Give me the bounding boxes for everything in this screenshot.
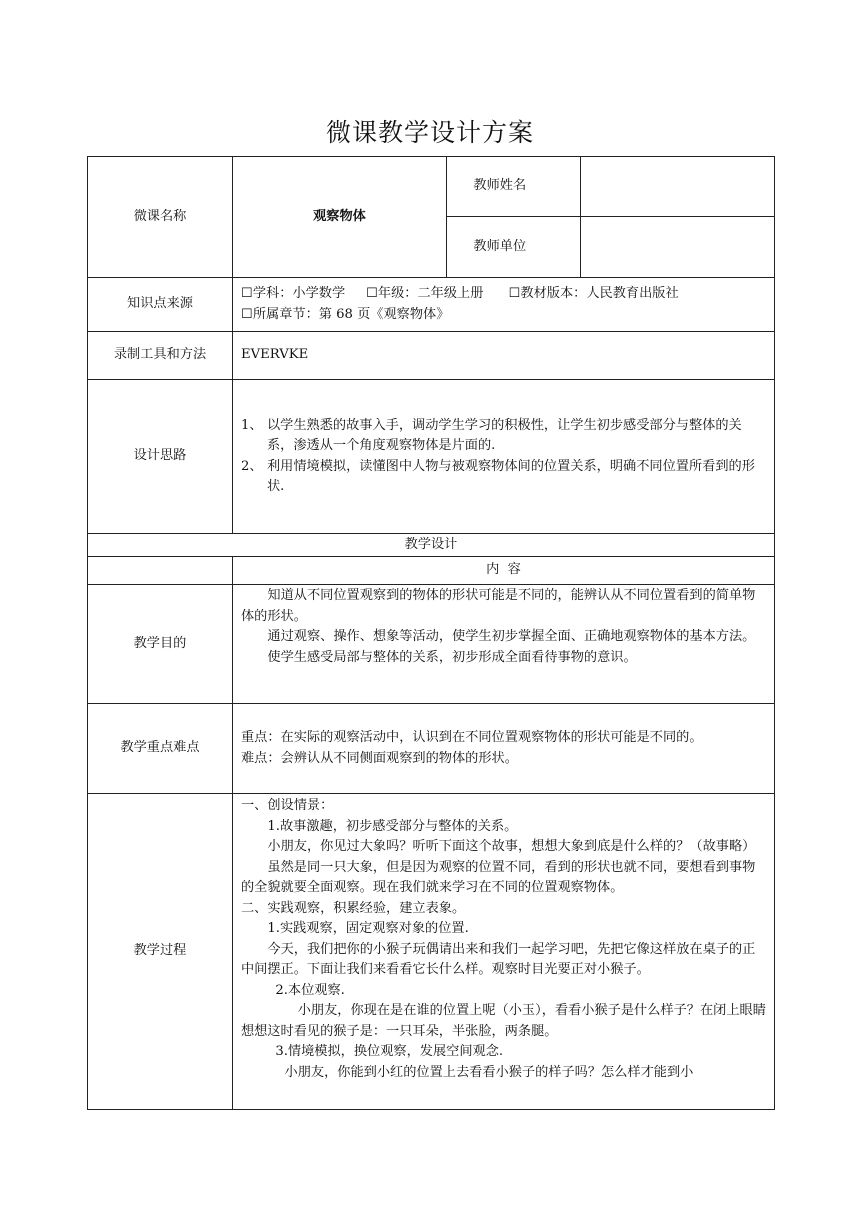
goal-paragraph: 知道从不同位置观察到的物体的形状可能是不同的，能辨认从不同位置看到的简单物体的形状。 — [241, 588, 756, 624]
design-idea-item — [241, 416, 766, 457]
subject-checkbox-item[interactable]: ☐学科：小学数学 — [241, 286, 346, 301]
teacher-unit-value[interactable] — [581, 217, 775, 278]
process-label: 教学过程 — [88, 794, 233, 1110]
tools-value: EVERVKE — [233, 332, 775, 380]
design-idea-content — [233, 380, 775, 534]
process-heading: 一、创设情景： — [241, 798, 334, 813]
process-content — [233, 794, 775, 1110]
teacher-unit-label: 教师单位 — [447, 217, 581, 278]
key-points-label: 教学重点难点 — [88, 704, 233, 794]
course-name-value: 观察物体 — [233, 157, 447, 278]
teaching-design-header: 教学设计 — [88, 534, 775, 557]
lesson-plan-table — [87, 156, 775, 1110]
difficulty-text: 难点：会辨认从不同侧面观察到的物体的形状。 — [241, 750, 518, 766]
empty-header-cell — [88, 557, 233, 585]
course-name-label: 微课名称 — [88, 157, 233, 278]
goals-label: 教学目的 — [88, 585, 233, 704]
grade-checkbox-item[interactable]: ☐年级：二年级上册 — [366, 286, 484, 301]
list-text: 以学生熟悉的故事入手，调动学生学习的积极性，让学生初步感受部分与整体的关系，渗透从一个角度观察物体是片面的. — [267, 417, 742, 453]
process-paragraph: 小朋友，你现在是在谁的位置上呢（小玉），看看小猴子是什么样子？在闭上眼睛想想这时看见的猴子是：一只耳朵，半张脸，两条腿。 — [241, 1003, 766, 1039]
key-point-text: 重点：在实际的观察活动中，认识到在不同位置观察物体的形状可能是不同的。 — [241, 730, 703, 745]
key-points-content — [233, 704, 775, 794]
source-label: 知识点来源 — [88, 278, 233, 332]
teacher-name-value[interactable] — [581, 157, 775, 217]
list-number: 1、 — [241, 417, 263, 433]
list-text: 利用情境模拟，读懂图中人物与被观察物体间的位置关系，明确不同位置所看到的形状. — [267, 458, 755, 494]
teacher-name-label: 教师姓名 — [447, 157, 581, 217]
design-idea-item — [241, 457, 766, 498]
goal-paragraph: 通过观察、操作、想象等活动，使学生初步掌握全面、正确地观察物体的基本方法。 — [267, 629, 756, 644]
process-paragraph: 小朋友，你能到小红的位置上去看看小猴子的样子吗？怎么样才能到小 — [284, 1064, 694, 1080]
process-subheading: 3.情境模拟，换位观察，发展空间观念. — [275, 1044, 504, 1059]
process-subheading: 1.故事激趣，初步感受部分与整体的关系。 — [267, 818, 518, 834]
process-subheading: 2.本位观察. — [275, 982, 345, 998]
tools-label: 录制工具和方法 — [88, 332, 233, 380]
page-title: 微课教学设计方案 — [325, 118, 534, 147]
chapter-checkbox-item[interactable]: ☐所属章节：第 68 页《观察物体》 — [241, 306, 450, 322]
goal-paragraph: 使学生感受局部与整体的关系，初步形成全面看待事物的意识。 — [267, 649, 637, 665]
goals-content — [233, 585, 775, 704]
process-heading: 二、实践观察，积累经验，建立表象。 — [241, 900, 466, 916]
process-subheading: 1.实践观察，固定观察对象的位置. — [267, 921, 469, 936]
process-paragraph: 小朋友，你见过大象吗？听听下面这个故事，想想大象到底是什么样的？（故事略） — [267, 839, 756, 854]
list-number: 2、 — [241, 458, 263, 474]
process-paragraph: 今天，我们把你的小猴子玩偶请出来和我们一起学习吧，先把它像这样放在桌子的正中间摆正。下面让我们来看看它长什么样。观察时目光要正对小猴子。 — [241, 941, 756, 977]
content-header: 内 容 — [233, 557, 775, 585]
design-idea-label: 设计思路 — [88, 380, 233, 534]
process-paragraph: 虽然是同一只大象，但是因为观察的位置不同，看到的形状也就不同，要想看到事物的全貌就要全面观察。现在我们就来学习在不同的位置观察物体。 — [241, 859, 756, 895]
source-content — [233, 278, 775, 332]
edition-checkbox-item[interactable]: ☐教材版本：人民教育出版社 — [508, 286, 679, 301]
